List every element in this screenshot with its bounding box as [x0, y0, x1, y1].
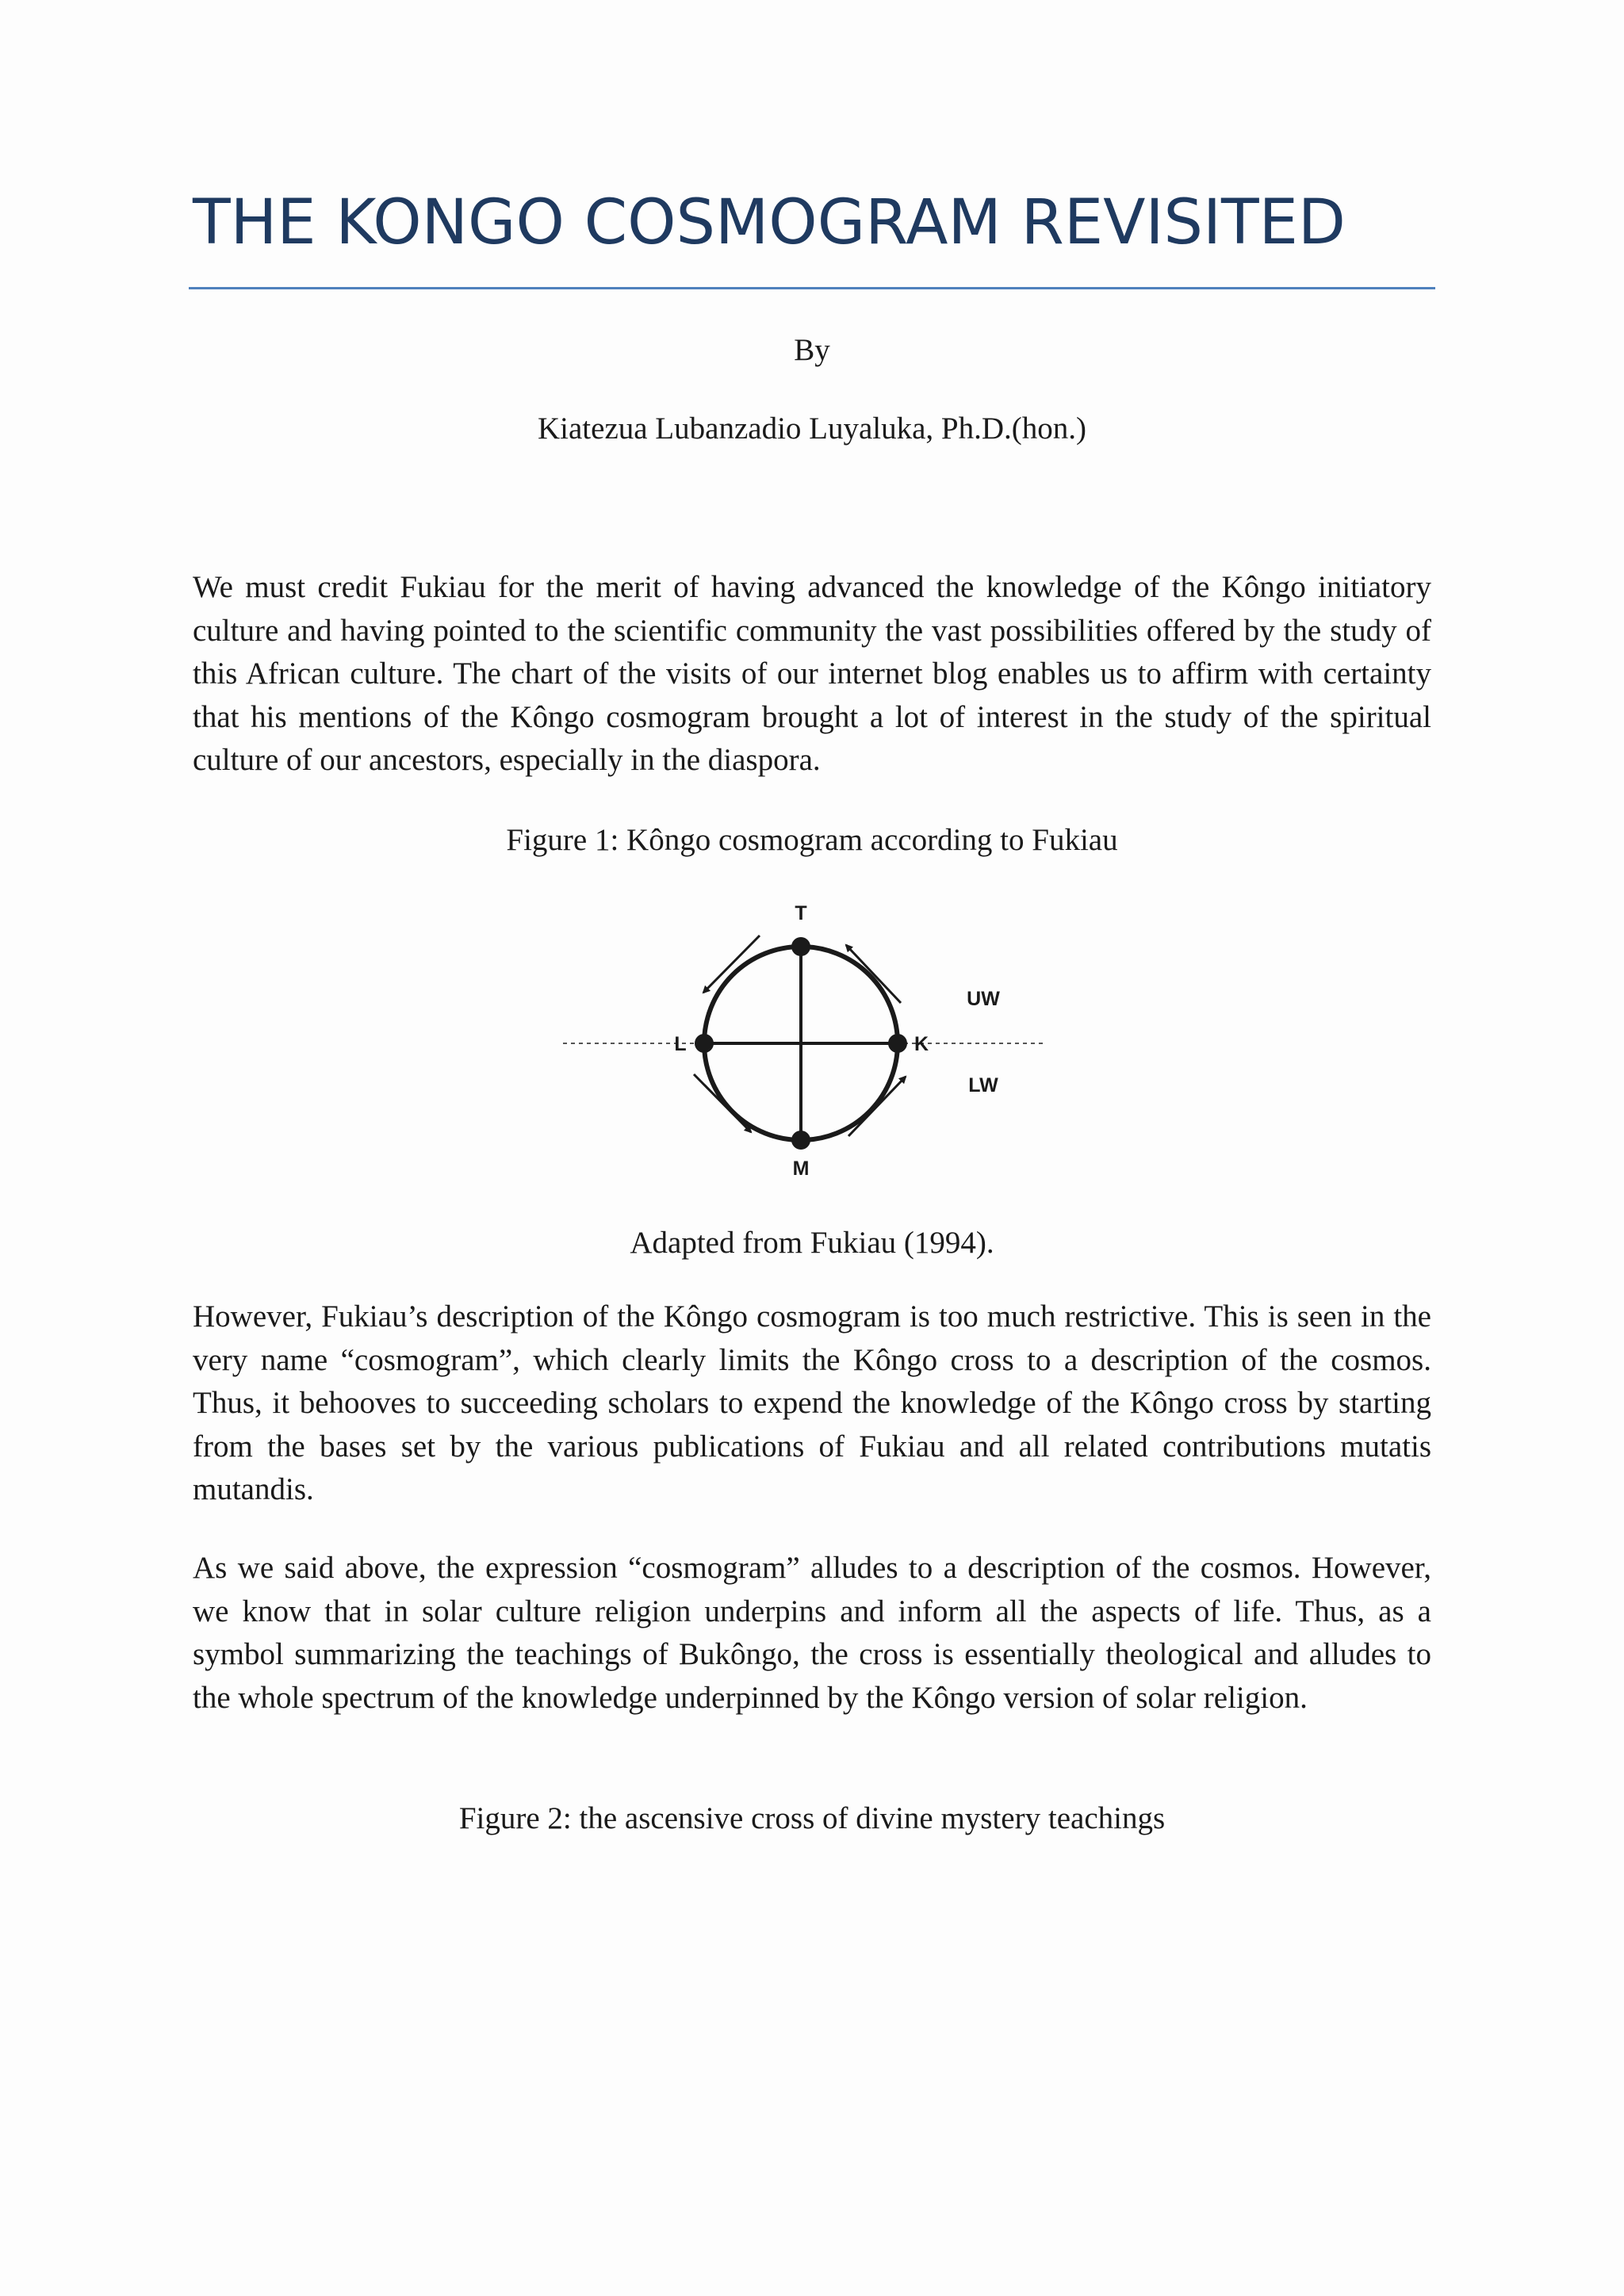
dot-left — [695, 1034, 714, 1053]
arrow-bottom-to-right — [848, 1077, 906, 1136]
dot-top — [791, 937, 810, 956]
label-bottom: M — [792, 1158, 810, 1180]
label-left: L — [674, 1033, 687, 1055]
title-underline — [189, 287, 1435, 289]
paragraph-theology: As we said above, the expression “cosmogram” alludes to a description of the cosmos. However, we know that in solar culture religion underpins and inform all the aspects of life. Thus, as a symbol summarizing the teachings of Bukôngo, the cross is essentially theological and alludes to the whole spectrum of the knowledge underpinned by the Kôngo version of solar religion. — [193, 1551, 1431, 1715]
figure-2-caption: Figure 2: the ascensive cross of divine mystery teachings — [458, 1801, 1166, 1835]
figure-1-source: Adapted from Fukiau (1994). — [630, 1226, 994, 1260]
dot-right — [888, 1034, 907, 1053]
figure-1-cosmogram — [555, 896, 1055, 1189]
label-right: K — [914, 1033, 929, 1055]
label-lower-world: LW — [968, 1074, 998, 1096]
byline: By — [794, 333, 830, 367]
paragraph-critique: However, Fukiau’s description of the Kôngo cosmogram is too much restrictive. This is seen in the very name “cosmogram”, which clearly limits the Kôngo cross to a description of the cosmos. Thus, it behooves to succeeding scholars to expend the knowledge of the Kôngo cross by starting from the bases set by the various publications of Fukiau and all related contributions mutatis mutandis. — [193, 1299, 1431, 1506]
figure-1-caption: Figure 1: Kôngo cosmogram according to Fukiau — [506, 823, 1118, 857]
cosmogram-diagram — [555, 896, 1055, 1189]
document-title: THE KONGO COSMOGRAM REVISITED — [193, 187, 1346, 258]
label-top: T — [795, 902, 807, 924]
dot-bottom — [791, 1131, 810, 1150]
label-upper-world: UW — [967, 988, 1000, 1010]
arrow-right-to-top — [846, 945, 901, 1003]
paragraph-intro: We must credit Fukiau for the merit of having advanced the knowledge of the Kôngo initiatory culture and having pointed to the scientific community the vast possibilities offered by the study of this African culture. The chart of the visits of our internet blog enables us to affirm with certainty that his mentions of the Kôngo cosmogram brought a lot of interest in the study of the spiritual culture of our ancestors, especially in the diaspora. — [193, 570, 1431, 777]
arrow-top-to-left — [703, 936, 760, 993]
arrow-left-to-bottom — [694, 1074, 751, 1132]
author-name: Kiatezua Lubanzadio Luyaluka, Ph.D.(hon.) — [537, 411, 1087, 446]
